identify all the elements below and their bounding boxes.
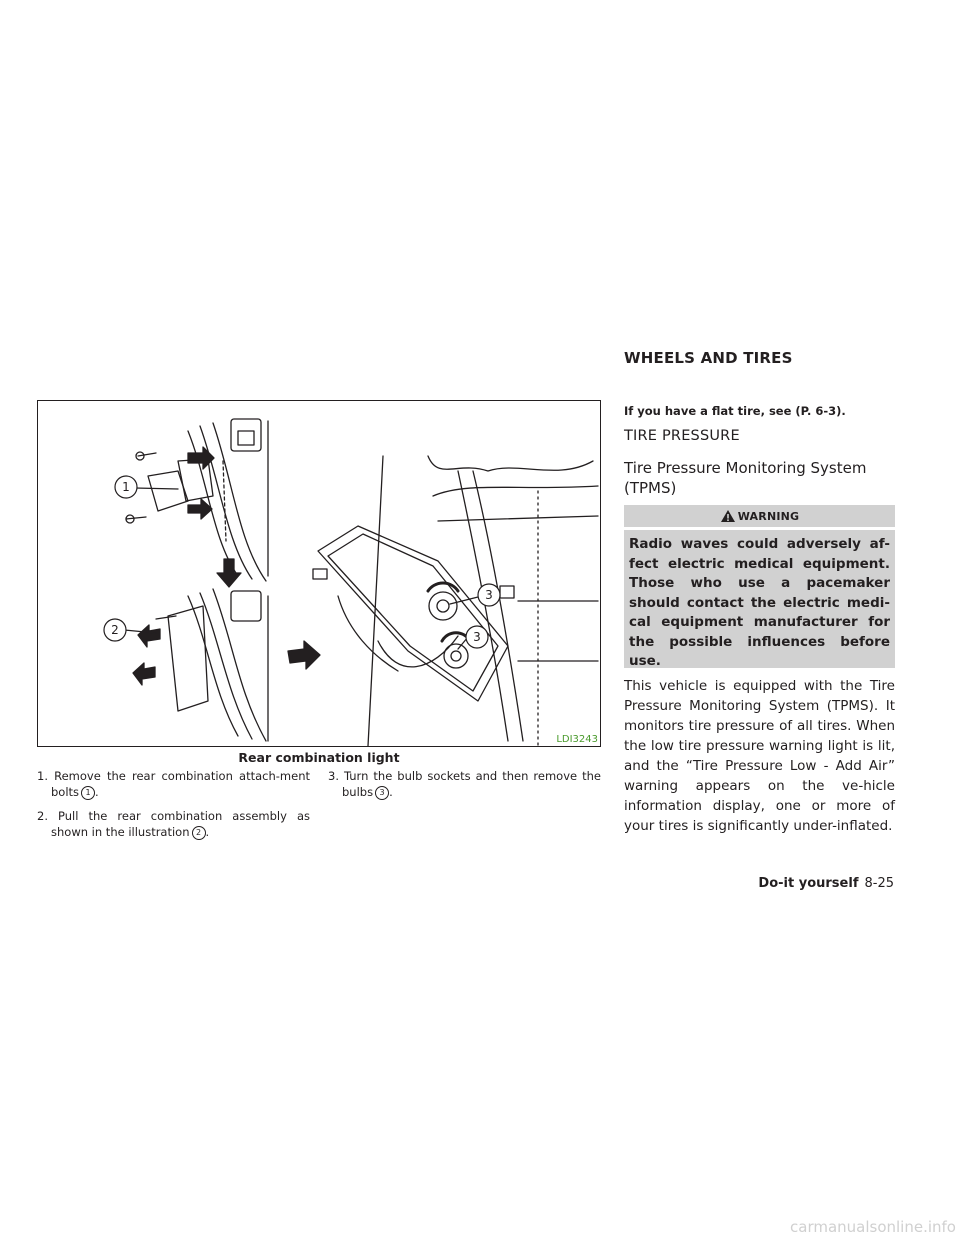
rear-combination-light-illustration	[37, 400, 601, 747]
steps-left-column	[37, 768, 310, 848]
watermark: carmanualsonline.info	[790, 1218, 956, 1236]
figure-id: LDI3243	[556, 734, 598, 745]
page-footer	[758, 876, 894, 891]
warning-header	[624, 505, 895, 527]
warning-text: Radio waves could adversely af-fect electric medical equipment. Those who use a pacemaker should contact the electric medi-cal equipment manufacturer for the possible influences before use.	[624, 530, 895, 668]
section-header: WHEELS AND TIRES	[624, 349, 793, 367]
illustration-drawing	[38, 401, 600, 746]
warning-icon	[720, 509, 736, 523]
callout-ref-2: 2	[192, 826, 206, 840]
figure-caption: Rear combination light	[238, 750, 400, 765]
tpms-description: This vehicle is equipped with the Tire Pressure Monitoring System (TPMS). It monitors tire pressure of all tires. When the low tire pressure warning light is lit, and the “Tire Pressure Low - Add Air” warning appears on the ve-hicle information display, one or more of your tires is significantly under-inflated.	[624, 678, 895, 834]
step-3	[328, 768, 601, 800]
flat-tire-note: If you have a flat tire, see (P. 6-3).	[624, 404, 846, 418]
step-1-text: 1. Remove the rear combination attach-ment bolts	[37, 769, 310, 799]
footer-section: Do-it yourself	[758, 876, 859, 891]
step-2-suffix: .	[205, 825, 210, 839]
step-2	[37, 808, 310, 840]
callout-ref-3: 3	[375, 786, 389, 800]
callout-ref-1: 1	[81, 786, 95, 800]
callout-3a: 3	[485, 588, 493, 602]
step-2-text: 2. Pull the rear combination assembly as shown in the illustration	[37, 809, 310, 839]
heading-tire-pressure: TIRE PRESSURE	[624, 428, 740, 444]
callout-2: 2	[111, 623, 119, 637]
step-1	[37, 768, 310, 800]
step-1-suffix: .	[95, 785, 99, 799]
step-3-suffix: .	[389, 785, 393, 799]
steps-right-column	[328, 768, 601, 808]
heading-tpms: Tire Pressure Monitoring System (TPMS)	[624, 459, 867, 497]
step-3-text: 3. Turn the bulb sockets and then remove the bulbs	[328, 769, 601, 799]
callout-1: 1	[122, 480, 130, 494]
warning-label: WARNING	[737, 509, 800, 523]
callout-3b: 3	[473, 630, 481, 644]
page-number: 8-25	[864, 876, 894, 891]
